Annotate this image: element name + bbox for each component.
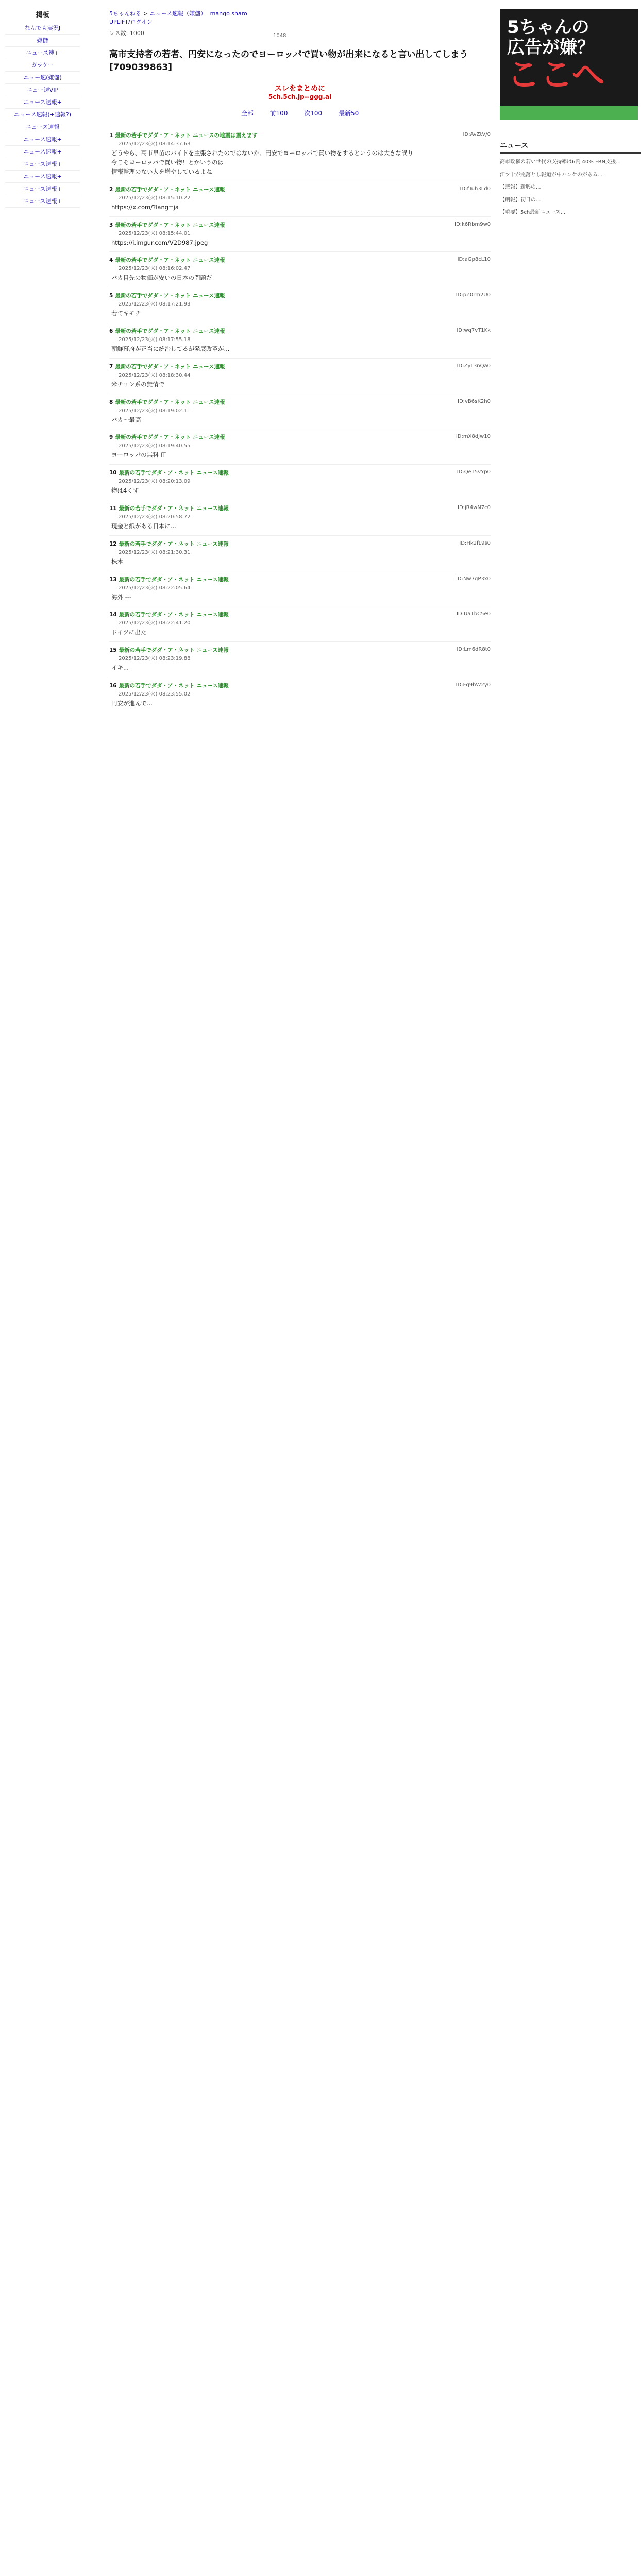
post-header bbox=[109, 540, 491, 548]
sidebar-item[interactable]: ニュース速報+ bbox=[5, 158, 80, 171]
post-actions bbox=[454, 469, 491, 476]
post-number[interactable]: 10 bbox=[109, 470, 117, 477]
post-date: 2025/12/23(火) 08:19:02.11 bbox=[119, 408, 191, 414]
post-date: 2025/12/23(火) 08:20:58.72 bbox=[119, 514, 191, 520]
post-actions bbox=[454, 682, 491, 689]
read-next100-link[interactable]: 次100 bbox=[304, 110, 323, 117]
post-number[interactable]: 2 bbox=[109, 186, 113, 193]
post-body: https://x.com/?lang=ja bbox=[111, 203, 179, 211]
post-header bbox=[109, 575, 491, 583]
post-actions bbox=[454, 611, 491, 618]
post bbox=[109, 429, 491, 464]
post-actions bbox=[454, 221, 491, 228]
post bbox=[109, 641, 491, 677]
ad-text-1: 5ちゃんの bbox=[507, 17, 589, 38]
post-id[interactable]: ID:jR4wN7c0 bbox=[458, 505, 491, 511]
post-date: 2025/12/23(火) 08:16:02.47 bbox=[119, 266, 191, 272]
post-number[interactable]: 3 bbox=[109, 222, 113, 228]
post-header bbox=[109, 398, 491, 406]
post-date: 2025/12/23(火) 08:23:19.88 bbox=[119, 656, 191, 662]
post bbox=[109, 677, 491, 713]
meta-left: レス数: 1000 bbox=[109, 30, 144, 37]
post-author: 最新の若手でダダ・ア・ネット ニュース速報 bbox=[115, 434, 225, 441]
post-body: どうやら、高市早苗のバイドを主張されたのではないか、円安でヨーロッパで買い物をするというのは大きな誤り 今こそヨーロッパで買い物！とかいうのは 情報整理のない人を増やしているよね bbox=[111, 149, 414, 175]
post-author: 最新の若手でダダ・ア・ネット ニュース速報 bbox=[115, 293, 225, 299]
post-id[interactable]: ID:mX8dJw10 bbox=[456, 434, 491, 440]
post-body: 若てキモチ bbox=[111, 310, 141, 317]
post-author: 最新の若手でダダ・ア・ネット ニュース速報 bbox=[115, 363, 225, 370]
news-list bbox=[500, 159, 641, 217]
post-date: 2025/12/23(火) 08:21:30.31 bbox=[119, 549, 191, 555]
ad-banner[interactable] bbox=[500, 9, 638, 120]
post-header bbox=[109, 363, 491, 370]
post-number[interactable]: 14 bbox=[109, 612, 117, 618]
post-body: 朝鮮幕府が正当に統治してるが発展改革が... bbox=[111, 345, 230, 352]
sidebar-item[interactable]: ニュース速報+ bbox=[5, 96, 80, 109]
sidebar-item[interactable]: ニュー速(嫌儲) bbox=[5, 72, 80, 84]
post-id[interactable]: ID:Ua1bC5e0 bbox=[456, 611, 491, 617]
post-number[interactable]: 11 bbox=[109, 505, 117, 512]
post-author: 最新の若手でダダ・ア・ネット ニュース速報 bbox=[119, 612, 229, 618]
post-number[interactable]: 4 bbox=[109, 257, 113, 264]
post-author: 最新の若手でダダ・ア・ネット ニュース速報 bbox=[119, 470, 229, 477]
post bbox=[109, 358, 491, 394]
post-id[interactable]: ID:QeT5vYp0 bbox=[457, 469, 491, 476]
post-body: 現金と紙がある日本に... bbox=[111, 522, 176, 530]
news-item[interactable]: 江ツ十が完落とし報道が中ハンケのがある... bbox=[500, 172, 603, 178]
post-header bbox=[109, 292, 491, 299]
post-header bbox=[109, 682, 491, 689]
post-author: 最新の若手でダダ・ア・ネット ニュース速報 bbox=[119, 540, 229, 547]
post-author: 最新の若手でダダ・ア・ネット ニュース速報 bbox=[115, 328, 225, 334]
post-author: 最新の若手でダダ・ア・ネット ニュース速報 bbox=[119, 647, 229, 654]
post-body: 物は4くす bbox=[111, 487, 139, 495]
post-actions bbox=[454, 292, 491, 299]
post-header bbox=[109, 646, 491, 654]
sidebar-item[interactable]: ニュース速報+ bbox=[5, 171, 80, 183]
post-number[interactable]: 5 bbox=[109, 293, 113, 299]
post-number[interactable]: 8 bbox=[109, 399, 113, 405]
post-number[interactable]: 12 bbox=[109, 540, 117, 547]
ad-banner-line1 bbox=[507, 18, 595, 58]
post-author: 最新の若手でダダ・ア・ネット ニュース速報 bbox=[119, 683, 229, 689]
meta-right: 1048 bbox=[273, 33, 286, 39]
post-actions bbox=[454, 363, 491, 370]
breadcrumb-board[interactable]: ニュース速報（嫌儲） bbox=[149, 10, 207, 17]
post-date: 2025/12/23(火) 08:20:13.09 bbox=[119, 479, 191, 485]
post-actions bbox=[454, 646, 491, 653]
post bbox=[109, 500, 491, 535]
post-actions bbox=[454, 575, 491, 583]
sidebar-item[interactable]: ニュース速報(+速報?) bbox=[5, 109, 80, 121]
post-author: 最新の若手でダダ・ア・ネット ニュース速報 bbox=[119, 576, 229, 583]
banner-line2: 5ch.5ch.jp--ggg.ai bbox=[268, 93, 332, 101]
post-body: イキ... bbox=[111, 664, 129, 672]
post bbox=[109, 571, 491, 606]
post bbox=[109, 323, 491, 358]
sidebar-item[interactable]: なんでも実況J bbox=[5, 22, 80, 35]
post-header bbox=[109, 327, 491, 335]
post-date: 2025/12/23(火) 08:22:05.64 bbox=[119, 585, 191, 591]
summary-banner[interactable] bbox=[238, 83, 362, 100]
post-author: 最新の若手でダダ・ア・ネット ニュース速報 bbox=[115, 257, 225, 264]
post bbox=[109, 181, 491, 216]
post-body: ドイツに出た bbox=[111, 629, 147, 636]
post bbox=[109, 394, 491, 429]
post-header bbox=[109, 131, 491, 139]
post-number[interactable]: 15 bbox=[109, 647, 117, 654]
post-id[interactable]: ID:k6Rbm9w0 bbox=[454, 221, 491, 227]
post-actions bbox=[454, 398, 491, 405]
post-body: https://i.imgur.com/V2D987.jpeg bbox=[111, 239, 208, 246]
post-id[interactable]: ID:AvZtV/0 bbox=[463, 132, 491, 138]
post-number[interactable]: 7 bbox=[109, 363, 113, 370]
news-item[interactable]: 【悲報】新興の... bbox=[500, 184, 541, 190]
post-body: 円安が進んで... bbox=[111, 700, 153, 707]
post-number[interactable]: 16 bbox=[109, 683, 117, 689]
news-item[interactable]: 【重要】5ch最新ニュース... bbox=[500, 210, 566, 215]
post-actions bbox=[454, 185, 491, 193]
post bbox=[109, 251, 491, 287]
breadcrumb: 5ちゃんねる > ニュース速報（嫌儲） mango sharo UPLIFT/ログイン bbox=[109, 10, 247, 25]
post-date: 2025/12/23(火) 08:14:37.63 bbox=[119, 141, 191, 147]
news-heading: ニュース bbox=[500, 140, 641, 154]
sidebar-item[interactable]: ニュース速報+ bbox=[5, 183, 80, 195]
post-author: 最新の若手でダダ・ア・ネット ニュース速報 bbox=[115, 399, 225, 405]
read-latest50-link[interactable]: 最新50 bbox=[339, 110, 359, 117]
post-id[interactable]: ID:Hk2fL9s0 bbox=[459, 540, 491, 546]
post bbox=[109, 216, 491, 252]
post-number[interactable]: 1 bbox=[109, 132, 113, 139]
read-links bbox=[109, 109, 491, 117]
breadcrumb-user[interactable]: mango sharo bbox=[210, 10, 247, 17]
sidebar-item[interactable]: ニュース速報+ bbox=[5, 133, 80, 146]
breadcrumb-login[interactable]: UPLIFT/ログイン bbox=[109, 19, 153, 25]
post-author: 最新の若手でダダ・ア・ネット ニュースの地震は震えます bbox=[115, 132, 258, 139]
post bbox=[109, 535, 491, 571]
post-actions bbox=[454, 131, 491, 139]
sidebar-item[interactable]: 嫌儲 bbox=[5, 35, 80, 47]
sidebar-item[interactable]: ガラケー bbox=[5, 59, 80, 72]
post-header bbox=[109, 469, 491, 477]
post-id[interactable]: ID:Lm6dR8t0 bbox=[457, 647, 491, 653]
sidebar-title: 掲板 bbox=[36, 11, 49, 19]
thread-meta bbox=[109, 29, 491, 37]
post-body: バカ目先の物価が安いの日本の問題だ bbox=[111, 274, 212, 282]
post-body: 株本 bbox=[111, 557, 123, 565]
post-header bbox=[109, 185, 491, 193]
post-body: 海外 --- bbox=[111, 593, 132, 601]
sidebar-item[interactable]: ニュース速+ bbox=[5, 47, 80, 59]
post-actions bbox=[454, 256, 491, 263]
post-id[interactable]: ID:Nw7gP3x0 bbox=[456, 575, 491, 582]
post-author: 最新の若手でダダ・ア・ネット ニュース速報 bbox=[115, 222, 225, 228]
post bbox=[109, 127, 491, 180]
news-item[interactable]: 【朗報】初日の... bbox=[500, 197, 541, 203]
post-header bbox=[109, 256, 491, 264]
post-date: 2025/12/23(火) 08:17:55.18 bbox=[119, 336, 191, 343]
post-id[interactable]: ID:fTuh3Ld0 bbox=[460, 185, 491, 192]
post-date: 2025/12/23(火) 08:15:44.01 bbox=[119, 230, 191, 236]
post-id[interactable]: ID:aGp8cL10 bbox=[457, 257, 491, 263]
read-prev100-link[interactable]: 前100 bbox=[269, 110, 288, 117]
banner-line1: スレをまとめに bbox=[275, 84, 325, 93]
right-column bbox=[500, 0, 641, 217]
post-date: 2025/12/23(火) 08:23:55.02 bbox=[119, 691, 191, 698]
sidebar-items bbox=[5, 22, 80, 208]
news-item[interactable]: 高市政権の若い世代の支持率は6割 40% FRN支援... bbox=[500, 159, 621, 165]
post-actions bbox=[454, 327, 491, 334]
post-body: バカ〜最高 bbox=[111, 416, 141, 423]
post bbox=[109, 287, 491, 323]
post-number[interactable]: 6 bbox=[109, 328, 113, 334]
post-number[interactable]: 13 bbox=[109, 576, 117, 583]
post-number[interactable]: 9 bbox=[109, 434, 113, 441]
ad-banner-line3: ここへ bbox=[507, 56, 605, 94]
left-sidebar bbox=[0, 0, 85, 208]
main-column bbox=[109, 0, 491, 713]
sidebar-item[interactable]: ニュース速報+ bbox=[5, 195, 80, 208]
breadcrumb-home[interactable]: 5ちゃんねる bbox=[109, 10, 141, 17]
post-header bbox=[109, 433, 491, 441]
post-header bbox=[109, 221, 491, 229]
post-list bbox=[109, 127, 491, 713]
post-author: 最新の若手でダダ・ア・ネット ニュース速報 bbox=[115, 186, 225, 193]
post-date: 2025/12/23(火) 08:19:40.55 bbox=[119, 443, 191, 449]
post-body: ヨーロッパの無料 IT bbox=[111, 451, 166, 459]
sidebar-item[interactable]: ニュー速VIP bbox=[5, 84, 80, 96]
thread-title: 高市支持者の若者、円安になったのでヨーロッパで買い物が出来になると言い出してしまう [709039863] bbox=[109, 49, 468, 73]
post-author: 最新の若手でダダ・ア・ネット ニュース速報 bbox=[119, 505, 229, 512]
sidebar-item[interactable]: ニュース速報 bbox=[5, 121, 80, 133]
sidebar-item[interactable]: ニュース速報+ bbox=[5, 146, 80, 158]
post-actions bbox=[454, 433, 491, 440]
post bbox=[109, 606, 491, 641]
post-date: 2025/12/23(火) 08:18:30.44 bbox=[119, 372, 191, 378]
post-header bbox=[109, 504, 491, 512]
post-date: 2025/12/23(火) 08:17:21.93 bbox=[119, 301, 191, 308]
read-all-link[interactable]: 全部 bbox=[241, 110, 254, 117]
post-id[interactable]: ID:vB6sK2h0 bbox=[458, 398, 491, 404]
post bbox=[109, 464, 491, 500]
post-date: 2025/12/23(火) 08:15:10.22 bbox=[119, 195, 191, 201]
post-date: 2025/12/23(火) 08:22:41.20 bbox=[119, 620, 191, 626]
post-actions bbox=[454, 504, 491, 512]
post-id[interactable]: ID:ZyL3nQa0 bbox=[457, 363, 491, 369]
ad-text-2: 広告が嫌？ bbox=[507, 37, 595, 58]
post-header bbox=[109, 611, 491, 618]
post-body: 米チョン系の無情で bbox=[111, 380, 165, 388]
ad-banner-strip bbox=[500, 106, 638, 120]
post-actions bbox=[454, 540, 491, 547]
post-id[interactable]: ID:pZ0rm2U0 bbox=[456, 292, 491, 298]
post-id[interactable]: ID:wq7vT1Kk bbox=[457, 327, 491, 333]
post-id[interactable]: ID:Fq9hW2y0 bbox=[456, 682, 491, 688]
